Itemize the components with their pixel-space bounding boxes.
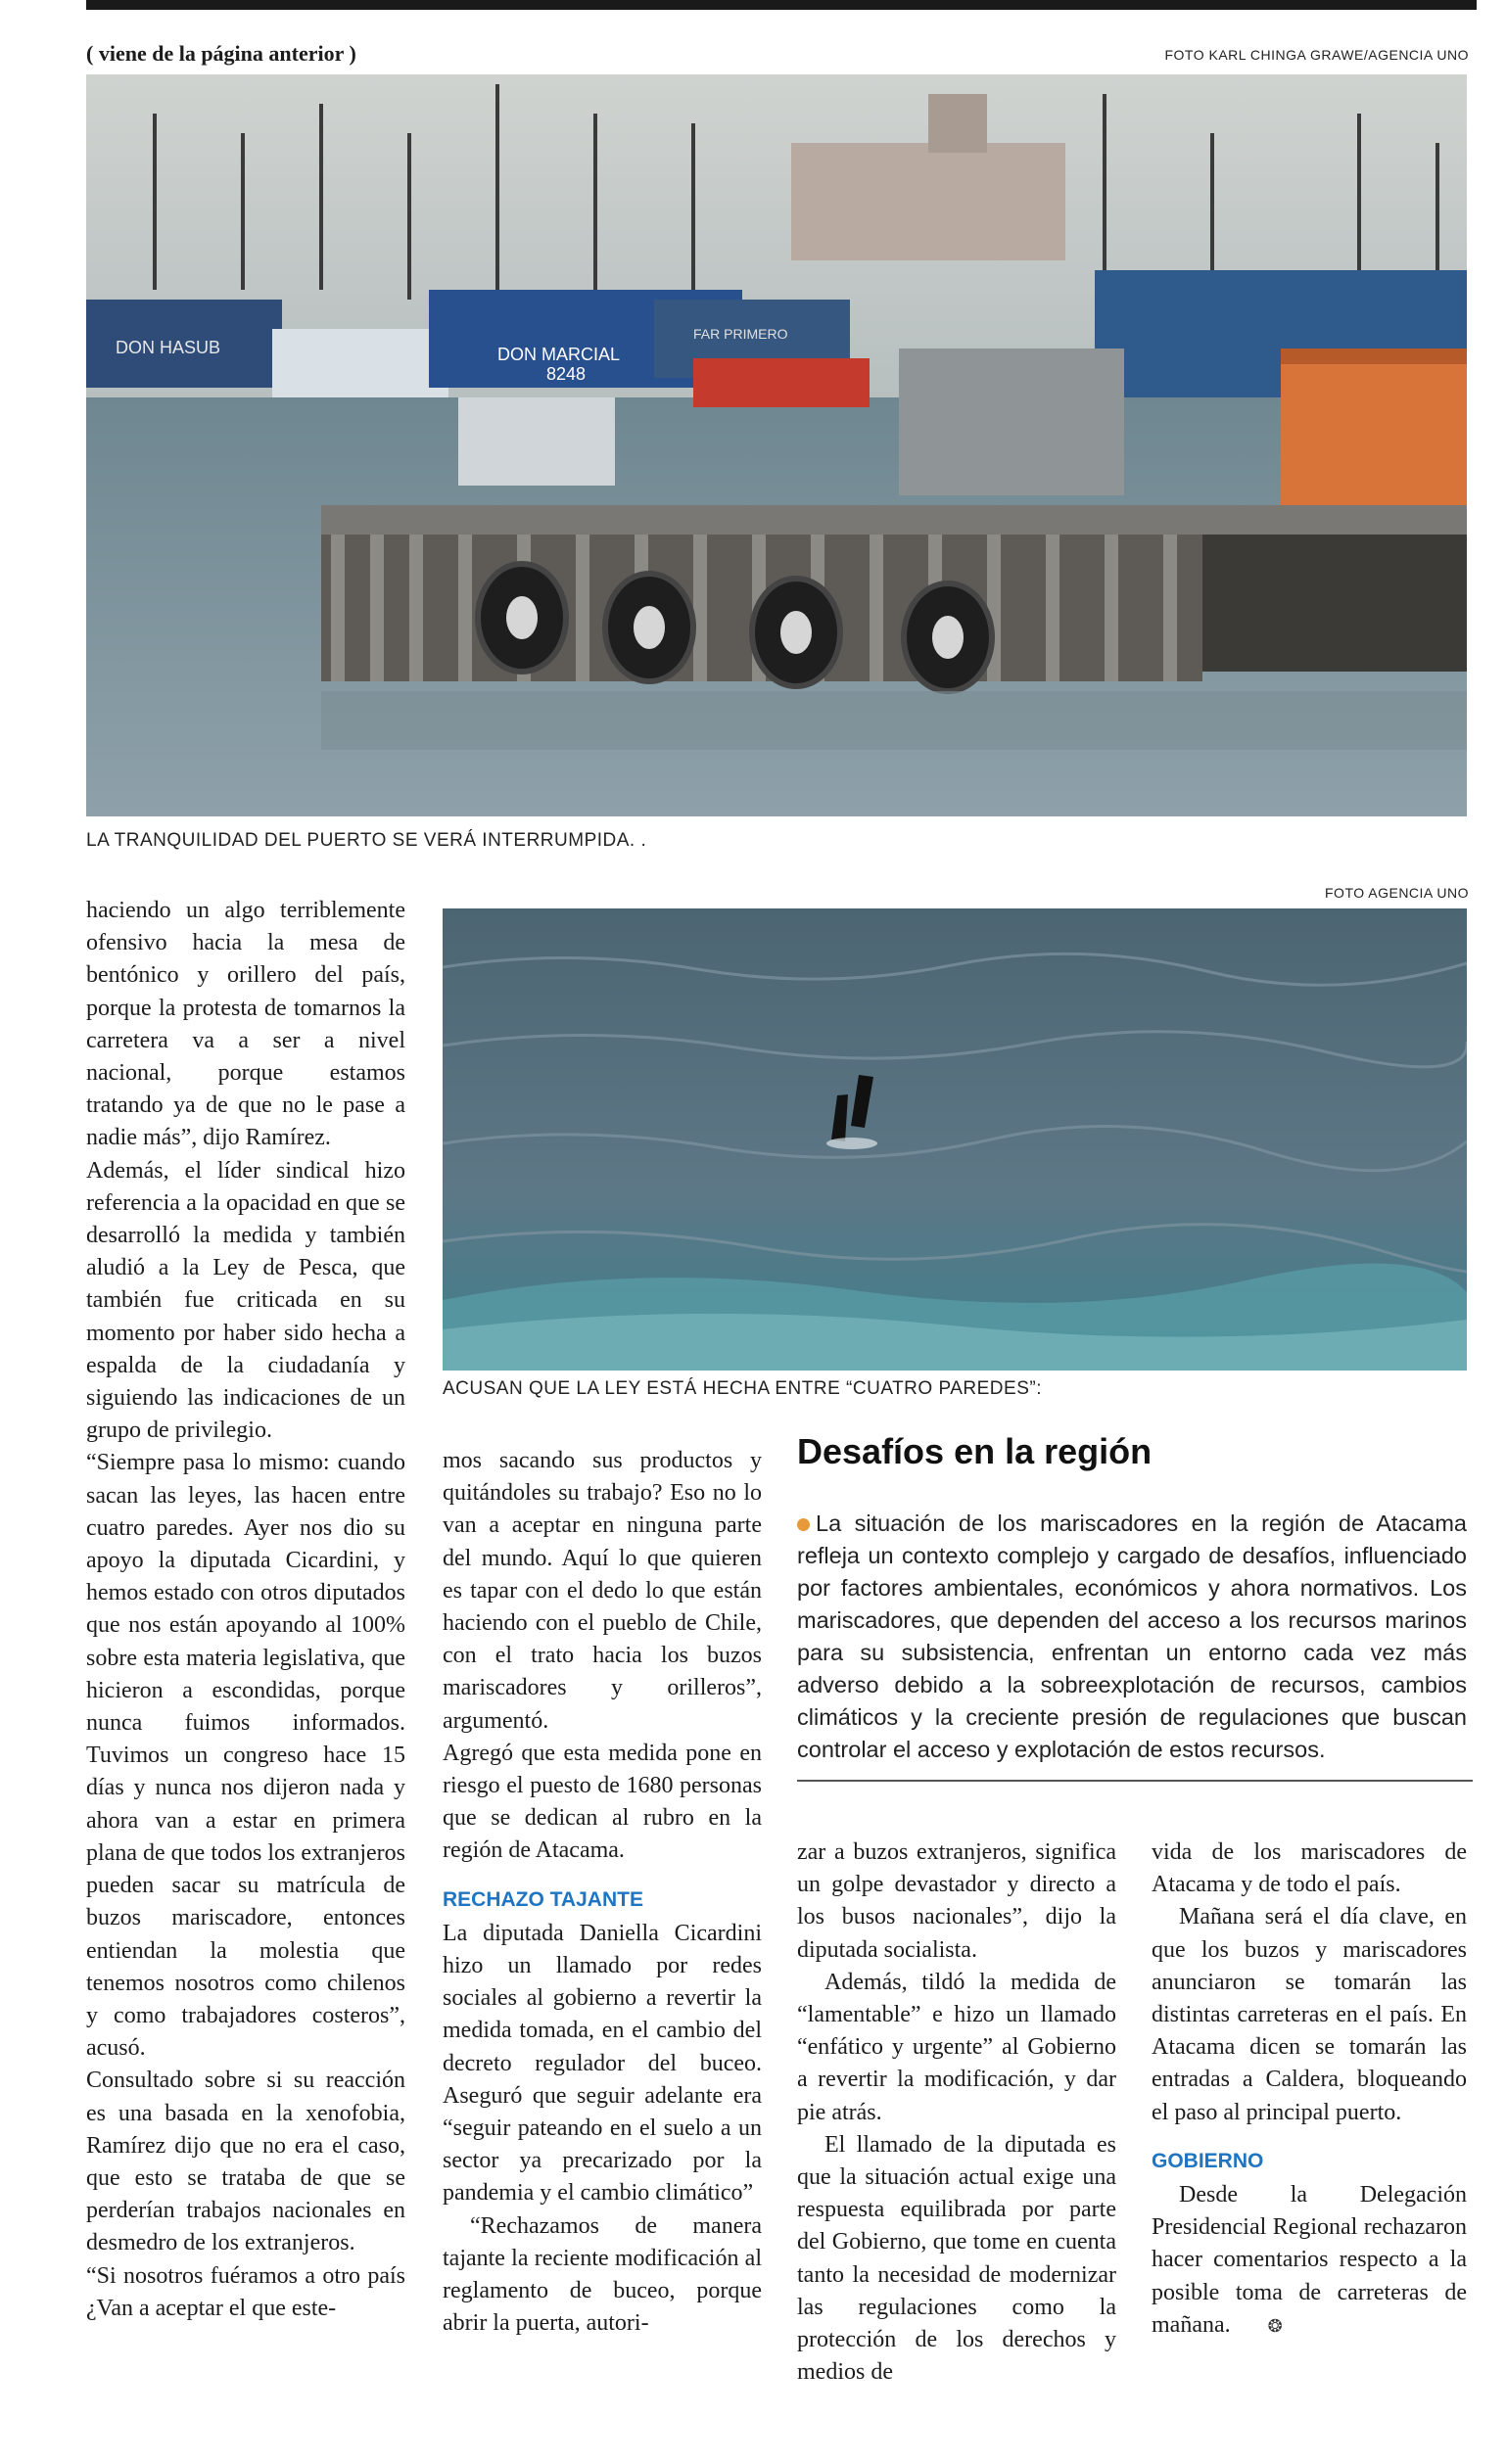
box-title: Desafíos en la región — [797, 1431, 1153, 1471]
article-column-4 — [1152, 1836, 1467, 2343]
box-divider — [797, 1780, 1473, 1782]
subhead-rechazo: RECHAZO TAJANTE — [443, 1887, 643, 1911]
paragraph: Además, tildó la medida de “lamentable” e hizo un llamado “enfático y urgente” al Gobierno a revertir la modificación, y dar pie atrás. — [797, 1969, 1116, 2125]
paragraph: zar a buzos extranjeros, significa un golpe devastador y directo a los busos nacionales”, dijo la diputada socialista. — [797, 1839, 1116, 1963]
bullet-dot — [797, 1518, 810, 1531]
paragraph: Además, el líder sindical hizo referencia a la opacidad en que se desarrolló la medida y también aludió a la Ley de Pesca, que también fue criticada en su momento por haber sido hecha a espalda de la ciudadanía y siguiendo las indicaciones de un grupo de privilegio. — [86, 1157, 405, 1444]
photo2-caption: ACUSAN QUE LA LEY ESTÁ HECHA ENTRE “CUATRO PAREDES”: — [443, 1378, 1042, 1399]
paragraph: Agregó que esta medida pone en riesgo el puesto de 1680 personas que se dedican al rubro en la región de Atacama. — [443, 1740, 762, 1864]
closing-paragraph-text: Desde la Delegación Presidencial Regional rechazaron hacer comentarios respecto a la posible toma de carreteras de mañana. — [1152, 2182, 1467, 2338]
end-mark-icon: ❂ — [1267, 2315, 1283, 2337]
paragraph: Mañana será el día clave, en que los buzos y mariscadores anunciaron se tomarán las distintas carreteras en el país. En Atacama dicen se tomarán las entradas a Caldera, bloqueando el paso al principal puerto. — [1152, 1904, 1467, 2125]
boat-name-3: 8248 — [546, 364, 587, 384]
paragraph: “Siempre pasa lo mismo: cuando sacan las leyes, las hacen entre cuatro paredes. Ayer nos dio su apoyo la diputada Cicardini, y hemos estado con otros diputados que nos están apoyando al 100% sobre esta materia legislativa, que hicieron a escondidas, porque nunca fuimos informados. Tuvimos un congreso hace 15 días y nunca nos dijeron nada y ahora van a estar en primera plana de que todos los extranjeros pueden sacar su matrícula de buzos mariscadore, entonces entiendan la molestia que tenemos nosotros como chilenos y como trabajadores costeros”, acusó. — [86, 1450, 405, 2062]
article-column-2 — [443, 1445, 762, 2340]
paragraph: haciendo un algo terriblemente ofensivo hacia la mesa de bentónico y orillero del país, porque la protesta de tomarnos la carretera va a ser a nivel nacional, porque estamos tratando ya de que no le pase a nadie más”, dijo Ramírez. — [86, 898, 405, 1151]
paragraph — [1152, 2179, 1467, 2343]
paragraph: vida de los mariscadores de Atacama y de todo el país. — [1152, 1839, 1467, 1898]
diver-photo — [443, 908, 1467, 1371]
sea-illustration — [443, 908, 1467, 1371]
article-column-3 — [797, 1836, 1116, 2389]
photo2-credit: FOTO AGENCIA UNO — [1325, 885, 1469, 901]
harbor-photo — [86, 74, 1467, 816]
paragraph: mos sacando sus productos y quitándoles su trabajo? Eso no lo van a aceptar en ninguna parte del mundo. Aquí lo que quieren es tapar con el dedo lo que están haciendo con el pueblo de Chile, con el trato hacia los buzos mariscadores y orilleros”, argumentó. — [443, 1448, 762, 1734]
boat-name-4: FAR PRIMERO — [693, 326, 788, 342]
photo1-caption: LA TRANQUILIDAD DEL PUERTO SE VERÁ INTERRUMPIDA. . — [86, 830, 647, 851]
photo1-credit: FOTO KARL CHINGA GRAWE/AGENCIA UNO — [1164, 47, 1469, 63]
paragraph: “Rechazamos de manera tajante la reciente modificación al reglamento de buceo, porque abrir la puerta, autori- — [443, 2212, 762, 2337]
article-column-1 — [86, 895, 405, 2325]
box-text: La situación de los mariscadores en la región de Atacama refleja un contexto complejo y cargado de desafíos, influenciado por factores ambientales, económicos y ahora normativos. Los mariscadores, que dependen del acceso a los recursos marinos para su subsistencia, enfrentan un entorno cada vez más adverso debido a la sobreexplotación de recursos, cambios climáticos y la creciente presión de regulaciones que buscan controlar el acceso y explotación de estos recursos. — [797, 1511, 1467, 1762]
boat-name-2: DON MARCIAL — [497, 345, 621, 364]
boat-name-1: DON HASUB — [116, 338, 221, 357]
top-rule — [86, 0, 1477, 10]
paragraph: “Si nosotros fuéramos a otro país ¿Van a aceptar el que este- — [86, 2262, 405, 2321]
harbor-illustration — [86, 74, 1467, 816]
paragraph: La diputada Daniella Cicardini hizo un llamado por redes sociales al gobierno a revertir la medida tomada, en el cambio del decreto regulador del buceo. Aseguró que seguir adelante era “seguir pateando en el suelo a un sector ya precarizado por la pandemia y el cambio climático” — [443, 1920, 762, 2207]
paragraph: El llamado de la diputada es que la situación actual exige una respuesta equilibrada por parte del Gobierno, que tome en cuenta tanto la necesidad de modernizar las regulaciones como la protección de los derechos y medios de — [797, 2131, 1116, 2386]
continued-note: ( viene de la página anterior ) — [86, 41, 356, 66]
box-body — [797, 1508, 1467, 1766]
subhead-gobierno: GOBIERNO — [1152, 2149, 1264, 2172]
paragraph: Consultado sobre si su reacción es una basada en la xenofobia, Ramírez dijo que no era el caso, que esto se trataba de que se perderían trabajos nacionales en desmedro de los extranjeros. — [86, 2068, 405, 2256]
